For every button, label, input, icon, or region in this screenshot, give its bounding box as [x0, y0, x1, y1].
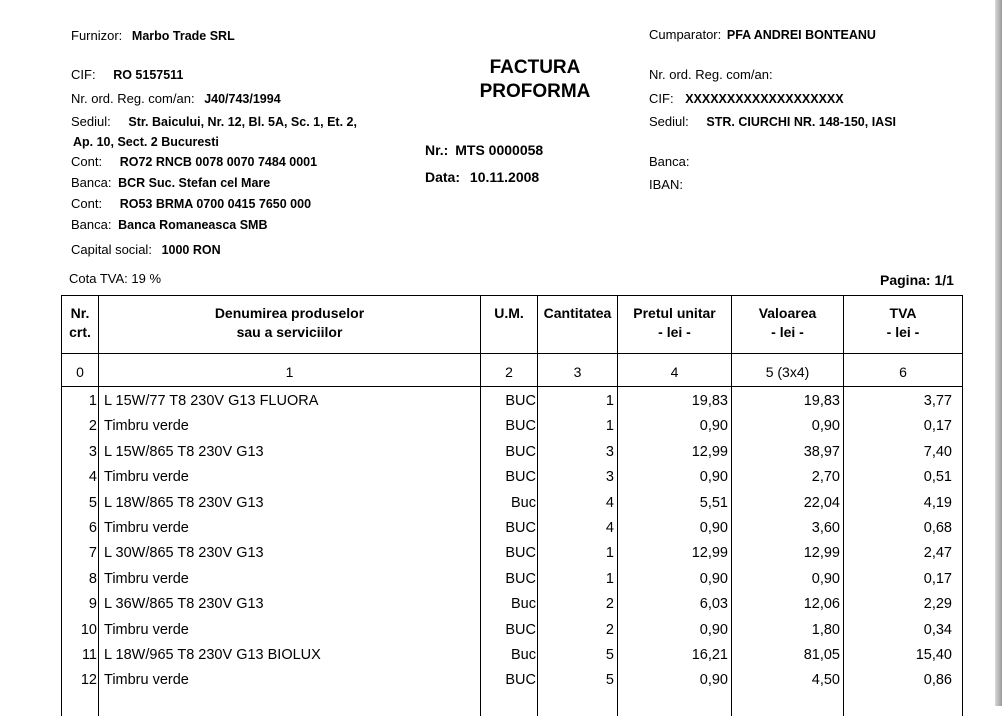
- row-pret-unitar: 0,90: [699, 621, 728, 638]
- supplier-sediu-line2-row: [73, 134, 219, 149]
- buyer-cif-label: CIF:: [649, 91, 674, 106]
- row-valoare: 3,60: [811, 520, 840, 536]
- row-pret-unitar: 12,99: [691, 545, 728, 562]
- buyer-iban-label: IBAN:: [649, 177, 683, 192]
- header-denumire: [99, 304, 480, 342]
- header-cantitate: Cantitatea: [543, 305, 612, 321]
- row-valoare: 1,80: [811, 621, 840, 638]
- row-tva: 7,40: [923, 443, 952, 460]
- supplier-banca1-line: [71, 175, 270, 190]
- header-val-line1: Valoarea: [758, 305, 817, 321]
- header-tva-line2: - lei -: [886, 324, 920, 340]
- table-row: [62, 520, 962, 545]
- row-pret-unitar: 19,83: [691, 393, 728, 409]
- row-denumire: Timbru verde: [104, 520, 189, 536]
- row-nr: 6: [88, 520, 97, 536]
- products-table: [61, 295, 963, 716]
- row-um: BUC: [505, 393, 536, 409]
- row-pret-unitar: 16,21: [691, 647, 728, 663]
- row-cantitate: 5: [605, 647, 614, 663]
- supplier-sediu-line2: Ap. 10, Sect. 2 Bucuresti: [73, 135, 219, 149]
- row-tva: 0,34: [923, 621, 952, 638]
- buyer-reg-label: Nr. ord. Reg. com/an:: [649, 67, 773, 82]
- row-cantitate: 3: [605, 469, 614, 486]
- col-number-separator: [62, 386, 962, 387]
- row-nr: 5: [88, 494, 97, 511]
- row-nr: 7: [88, 545, 97, 562]
- row-um: BUC: [505, 672, 536, 689]
- row-um: Buc: [511, 596, 536, 613]
- col-number-5: 5 (3x4): [765, 364, 810, 380]
- supplier-banca2-line: [71, 217, 267, 232]
- row-valoare: 0,90: [811, 418, 840, 435]
- row-valoare: 0,90: [811, 570, 840, 587]
- supplier-sediu-line: [71, 114, 357, 129]
- buyer-banca-label: Banca:: [649, 154, 690, 169]
- buyer-cif: XXXXXXXXXXXXXXXXXXX: [685, 92, 844, 106]
- row-nr: 3: [88, 443, 97, 460]
- supplier-cif: RO 5157511: [113, 68, 184, 82]
- buyer-name: PFA ANDREI BONTEANU: [726, 28, 876, 42]
- row-cantitate: 3: [605, 443, 614, 460]
- supplier-capital-label: Capital social:: [71, 242, 152, 257]
- buyer-sediu: STR. CIURCHI NR. 148-150, IASI: [706, 115, 897, 129]
- row-cantitate: 2: [605, 621, 614, 638]
- row-tva: 0,17: [923, 418, 952, 435]
- row-denumire: Timbru verde: [104, 570, 189, 587]
- row-nr: 1: [88, 393, 97, 409]
- row-um: BUC: [505, 469, 536, 486]
- page-indicator: Pagina: 1/1: [880, 272, 954, 288]
- supplier-cont1-label: Cont:: [71, 154, 103, 169]
- row-nr: 4: [88, 469, 97, 486]
- row-um: Buc: [511, 647, 536, 663]
- row-cantitate: 1: [605, 393, 614, 409]
- header-pu-line1: Pretul unitar: [633, 305, 716, 321]
- row-nr: 8: [88, 570, 97, 587]
- row-pret-unitar: 5,51: [699, 494, 728, 511]
- buyer-sediu-line: [649, 114, 896, 129]
- cota-tva: Cota TVA: 19 %: [69, 271, 162, 286]
- row-um: Buc: [511, 494, 536, 511]
- supplier-banca1-label: Banca:: [71, 175, 112, 190]
- row-tva: 2,29: [923, 596, 952, 613]
- supplier-label: Furnizor:: [71, 28, 123, 43]
- row-tva: 3,77: [923, 393, 952, 409]
- col-number-0: 0: [76, 364, 84, 380]
- row-nr: 10: [80, 621, 97, 638]
- row-pret-unitar: 6,03: [699, 596, 728, 613]
- row-pret-unitar: 0,90: [699, 570, 728, 587]
- header-pu-line2: - lei -: [658, 324, 691, 340]
- row-tva: 0,51: [923, 469, 952, 486]
- row-denumire: Timbru verde: [104, 418, 189, 435]
- header-val-line2: - lei -: [771, 324, 804, 340]
- row-um: BUC: [505, 443, 536, 460]
- buyer-label: Cumparator:: [649, 27, 722, 42]
- invoice-date: 10.11.2008: [469, 169, 540, 185]
- supplier-name-line: [71, 28, 235, 43]
- table-row: [62, 672, 962, 697]
- buyer-cif-line: [649, 91, 844, 106]
- header-tva-line1: TVA: [889, 305, 917, 321]
- supplier-banca1: BCR Suc. Stefan cel Mare: [118, 176, 271, 190]
- supplier-cif-line: [71, 67, 183, 82]
- supplier-reg: J40/743/1994: [204, 92, 281, 106]
- table-row: [62, 444, 962, 469]
- row-um: BUC: [505, 621, 536, 638]
- invoice-title-line2: PROFORMA: [479, 81, 591, 102]
- row-um: BUC: [505, 570, 536, 587]
- row-valoare: 38,97: [803, 443, 840, 460]
- row-um: BUC: [505, 545, 536, 562]
- col-number-4: 4: [670, 364, 679, 380]
- supplier-cif-label: CIF:: [71, 67, 96, 82]
- row-cantitate: 1: [605, 545, 614, 562]
- supplier-cont2-label: Cont:: [71, 196, 103, 211]
- row-valoare: 12,99: [803, 545, 840, 562]
- row-denumire: Timbru verde: [104, 469, 189, 486]
- supplier-capital: 1000 RON: [161, 243, 221, 257]
- row-tva: 0,17: [923, 570, 952, 587]
- row-cantitate: 2: [605, 596, 614, 613]
- supplier-cont1-line: [71, 154, 317, 169]
- row-tva: 4,19: [923, 494, 952, 511]
- header-um: U.M.: [494, 305, 524, 321]
- row-valoare: 2,70: [811, 469, 840, 486]
- table-row: [62, 647, 962, 672]
- row-valoare: 19,83: [803, 393, 840, 409]
- col-number-3: 3: [573, 364, 582, 380]
- row-denumire: Timbru verde: [104, 621, 189, 638]
- row-cantitate: 4: [605, 494, 614, 511]
- row-tva: 0,68: [923, 520, 952, 536]
- supplier-sediu-label: Sediul:: [71, 114, 111, 129]
- header-tva: [844, 304, 962, 342]
- col-number-6: 6: [899, 364, 907, 380]
- row-tva: 0,86: [923, 672, 952, 689]
- row-denumire: L 18W/865 T8 230V G13: [104, 494, 264, 511]
- invoice-number: MTS 0000058: [455, 142, 544, 158]
- table-row: [62, 393, 962, 418]
- row-cantitate: 4: [605, 520, 614, 536]
- header-nr-line2: crt.: [69, 324, 91, 340]
- supplier-cont2-line: [71, 196, 311, 211]
- invoice-date-label: Data:: [425, 169, 461, 185]
- table-row: [62, 495, 962, 520]
- supplier-banca2-label: Banca:: [71, 217, 112, 232]
- supplier-cont1: RO72 RNCB 0078 0070 7484 0001: [119, 155, 318, 169]
- right-window-edge: [995, 0, 1002, 706]
- invoice-number-label: Nr.:: [425, 142, 449, 158]
- header-nr-line1: Nr.: [70, 305, 90, 321]
- row-denumire: L 15W/865 T8 230V G13: [104, 443, 264, 460]
- row-denumire: L 36W/865 T8 230V G13: [104, 596, 264, 613]
- supplier-name: Marbo Trade SRL: [131, 29, 235, 43]
- row-nr: 12: [80, 672, 97, 689]
- row-valoare: 4,50: [811, 672, 840, 689]
- supplier-cont2: RO53 BRMA 0700 0415 7650 000: [119, 197, 312, 211]
- row-pret-unitar: 0,90: [699, 520, 728, 536]
- row-pret-unitar: 0,90: [699, 469, 728, 486]
- col-number-1: 1: [285, 364, 294, 380]
- row-tva: 15,40: [915, 647, 952, 663]
- invoice-title: [455, 56, 615, 104]
- table-row: [62, 571, 962, 596]
- row-pret-unitar: 0,90: [699, 672, 728, 689]
- header-den-line2: sau a serviciilor: [236, 324, 343, 340]
- invoice-date-line: [425, 169, 539, 185]
- row-valoare: 22,04: [803, 494, 840, 511]
- row-denumire: L 18W/965 T8 230V G13 BIOLUX: [104, 647, 321, 663]
- header-den-line1: Denumirea produselor: [214, 305, 365, 321]
- header-pret-unitar: [618, 304, 731, 342]
- supplier-reg-line: [71, 91, 281, 106]
- row-nr: 2: [88, 418, 97, 435]
- row-denumire: L 15W/77 T8 230V G13 FLUORA: [104, 393, 319, 409]
- row-denumire: Timbru verde: [104, 672, 189, 689]
- table-row: [62, 469, 962, 494]
- invoice-title-line1: FACTURA: [489, 57, 581, 78]
- row-um: BUC: [505, 520, 536, 536]
- row-pret-unitar: 12,99: [691, 443, 728, 460]
- row-pret-unitar: 0,90: [699, 418, 728, 435]
- header-separator: [62, 353, 962, 354]
- row-cantitate: 1: [605, 570, 614, 587]
- buyer-name-line: [649, 27, 876, 42]
- table-row: [62, 545, 962, 570]
- row-um: BUC: [505, 418, 536, 435]
- buyer-sediu-label: Sediul:: [649, 114, 689, 129]
- invoice-number-line: [425, 142, 543, 158]
- supplier-banca2: Banca Romaneasca SMB: [118, 218, 268, 232]
- row-valoare: 81,05: [803, 647, 840, 663]
- row-tva: 2,47: [923, 545, 952, 562]
- row-valoare: 12,06: [803, 596, 840, 613]
- supplier-sediu-line1: Str. Baicului, Nr. 12, Bl. 5A, Sc. 1, Et. 2,: [128, 115, 357, 129]
- table-row: [62, 622, 962, 647]
- table-row: [62, 596, 962, 621]
- col-number-2: 2: [505, 364, 513, 380]
- row-cantitate: 1: [605, 418, 614, 435]
- row-nr: 11: [81, 647, 97, 663]
- header-valoare: [732, 304, 843, 342]
- row-denumire: L 30W/865 T8 230V G13: [104, 545, 264, 562]
- row-nr: 9: [88, 596, 97, 613]
- row-cantitate: 5: [605, 672, 614, 689]
- table-row: [62, 418, 962, 443]
- supplier-reg-label: Nr. ord. Reg. com/an:: [71, 91, 195, 106]
- supplier-capital-line: [71, 242, 221, 257]
- header-nr: [62, 304, 98, 342]
